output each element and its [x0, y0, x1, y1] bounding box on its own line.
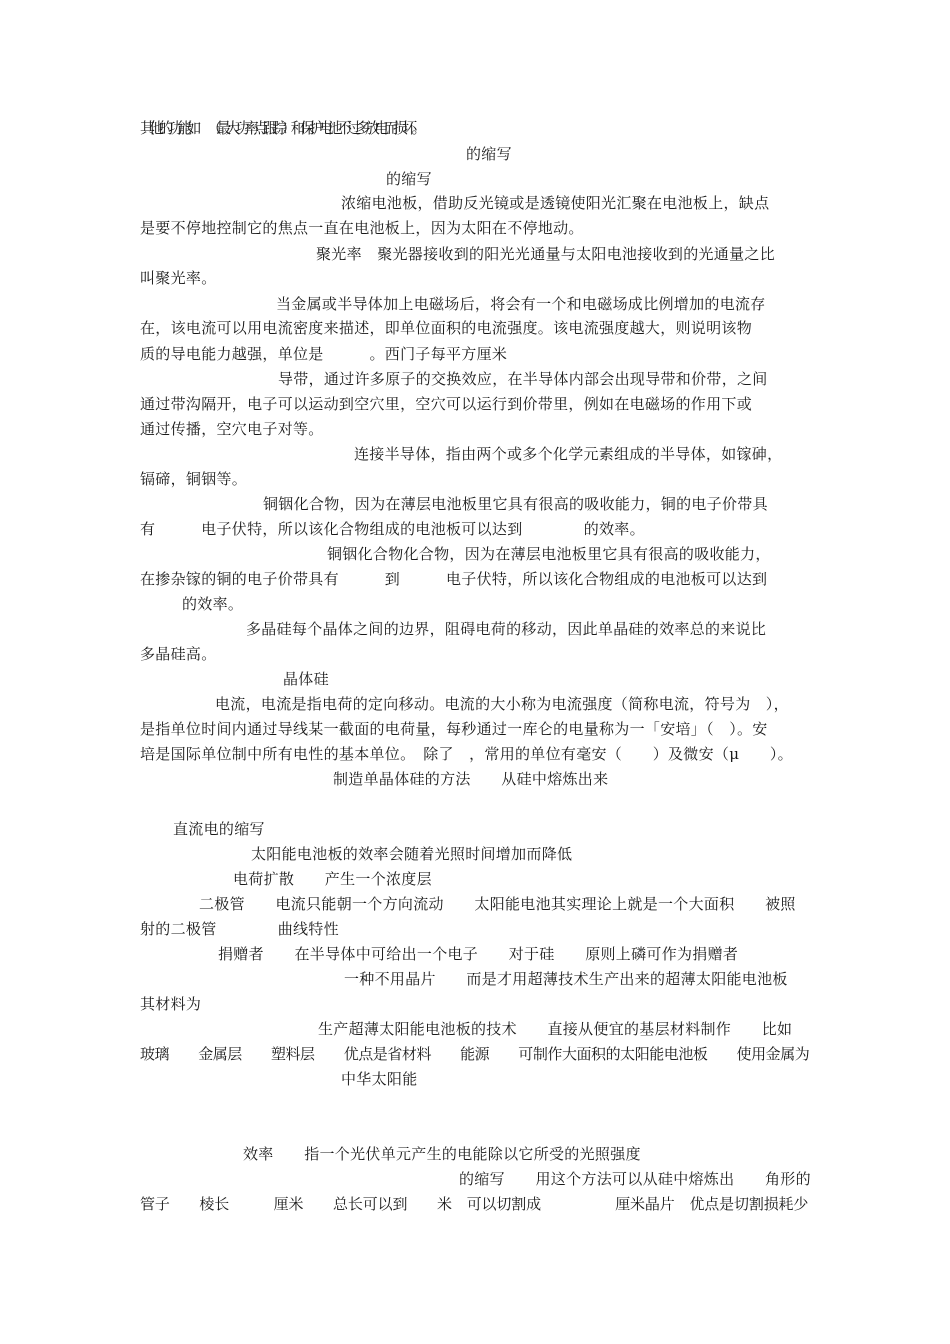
text-line-20: 的效率。: [182, 595, 244, 613]
text-line-17: 有 电子伏特，所以该化合物组成的电池板可以达到 的效率。: [140, 520, 645, 538]
text-line-5: 是要不停地控制它的焦点一直在电池板上，因为太阳在不停地动。: [140, 219, 584, 237]
text-line-25: 是指单位时间内通过导线某一截面的电荷量，每秒通过一库仑的电量称为一「安培」（ ）。安: [140, 720, 768, 738]
text-line-7: 叫聚光率。: [140, 269, 217, 287]
text-line-10: 质的导电能力越强，单位是 。西门子每平方厘米: [140, 345, 508, 363]
text-line-24: 电流，电流是指电荷的定向移动。电流的大小称为电流强度（简称电流，符号为 ），: [215, 695, 789, 713]
text-line-13: 通过传播，空穴电子对等。: [140, 420, 324, 438]
text-line-29: 太阳能电池板的效率会随着光照时间增加而降低: [251, 845, 573, 863]
text-line-19: 在掺杂镓的铜的电子价带具有 到 电子伏特，所以该化合物组成的电池板可以达到: [140, 570, 768, 588]
text-line-11: 导带，通过许多原子的交换效应，在半导体内部会出现导带和价带，之间: [278, 370, 768, 388]
text-line-39: 效率 指一个光伏单元产生的电能除以它所受的光照强度: [243, 1145, 641, 1163]
text-line-18: 铜铟化合物化合物，因为在薄层电池板里它具有很高的吸收能力，: [327, 545, 771, 563]
text-line-36: 生产超薄太阳能电池板的技术 直接从便宜的基层材料制作 比如: [318, 1020, 793, 1038]
text-line-4: 浓缩电池板，借助反光镜或是透镜使阳光汇聚在电池板上，缺点: [341, 194, 770, 212]
text-line-21: 多晶硅每个晶体之间的边界，阻碍电荷的移动，因此单晶硅的效率总的来说比: [246, 620, 767, 638]
text-line-26: 培是国际单位制中所有电性的基本单位。 除了 ，常用的单位有毫安（ ）及微安（μ ）。: [140, 745, 793, 763]
text-line-33: 捐赠者 在半导体中可给出一个电子 对于硅 原则上磷可作为捐赠者: [218, 945, 739, 963]
text-line-37: 玻璃 金属层 塑料层 优点是省材料 能源 可制作大面积的太阳能电池板 使用金属为: [140, 1045, 810, 1063]
text-line-9: 在，该电流可以用电流密度来描述，即单位面积的电流强度。该电流强度越大，则说明该物: [140, 319, 753, 337]
text-line-3: 的缩写: [386, 170, 432, 188]
text-line-34: 一种不用晶片 而是才用超薄技术生产出来的超薄太阳能电池板: [344, 970, 788, 988]
text-line-15: 镉碲，铜铟等。: [140, 470, 248, 488]
text-line-8: 当金属或半导体加上电磁场后，将会有一个和电磁场成比例增加的电流存: [276, 295, 766, 313]
text-line-1: 其他的功能如 （最大功率点跟踪）和保护电池不过多放电而损坏。: [140, 119, 421, 137]
text-line-12: 通过带沟隔开，电子可以运动到空穴里，空穴可以运行到价带里，例如在电磁场的作用下或: [140, 395, 753, 413]
text-line-2: 的缩写: [466, 145, 512, 163]
text-line-35: 其材料为: [140, 995, 202, 1013]
text-line-14: 连接半导体，指由两个或多个化学元素组成的半导体，如镓砷，: [354, 445, 783, 463]
text-line-38: 中华太阳能: [341, 1070, 418, 1088]
text-line-28: 直流电的缩写: [173, 820, 265, 838]
text-line-22: 多晶硅高。: [140, 645, 217, 663]
text-line-41: 管子 棱长 厘米 总长可以到 米 可以切割成 厘米晶片 优点是切割损耗少: [140, 1195, 809, 1213]
text-line-31: 二极管 电流只能朝一个方向流动 太阳能电池其实理论上就是一个大面积 被照: [199, 895, 796, 913]
text-line-32: 射的二极管 曲线特性: [140, 920, 339, 938]
text-line-6: 聚光率 聚光器接收到的阳光光通量与太阳电池接收到的光通量之比: [316, 245, 776, 263]
text-line-16: 铜铟化合物，因为在薄层电池板里它具有很高的吸收能力，铜的电子价带具: [263, 495, 768, 513]
text-line-40: 的缩写 用这个方法可以从硅中熔炼出 角形的: [459, 1170, 811, 1188]
text-line-30: 电荷扩散 产生一个浓度层: [233, 870, 432, 888]
text-line-27: 制造单晶体硅的方法 从硅中熔炼出来: [333, 770, 609, 788]
text-line-23: 晶体硅: [283, 670, 329, 688]
